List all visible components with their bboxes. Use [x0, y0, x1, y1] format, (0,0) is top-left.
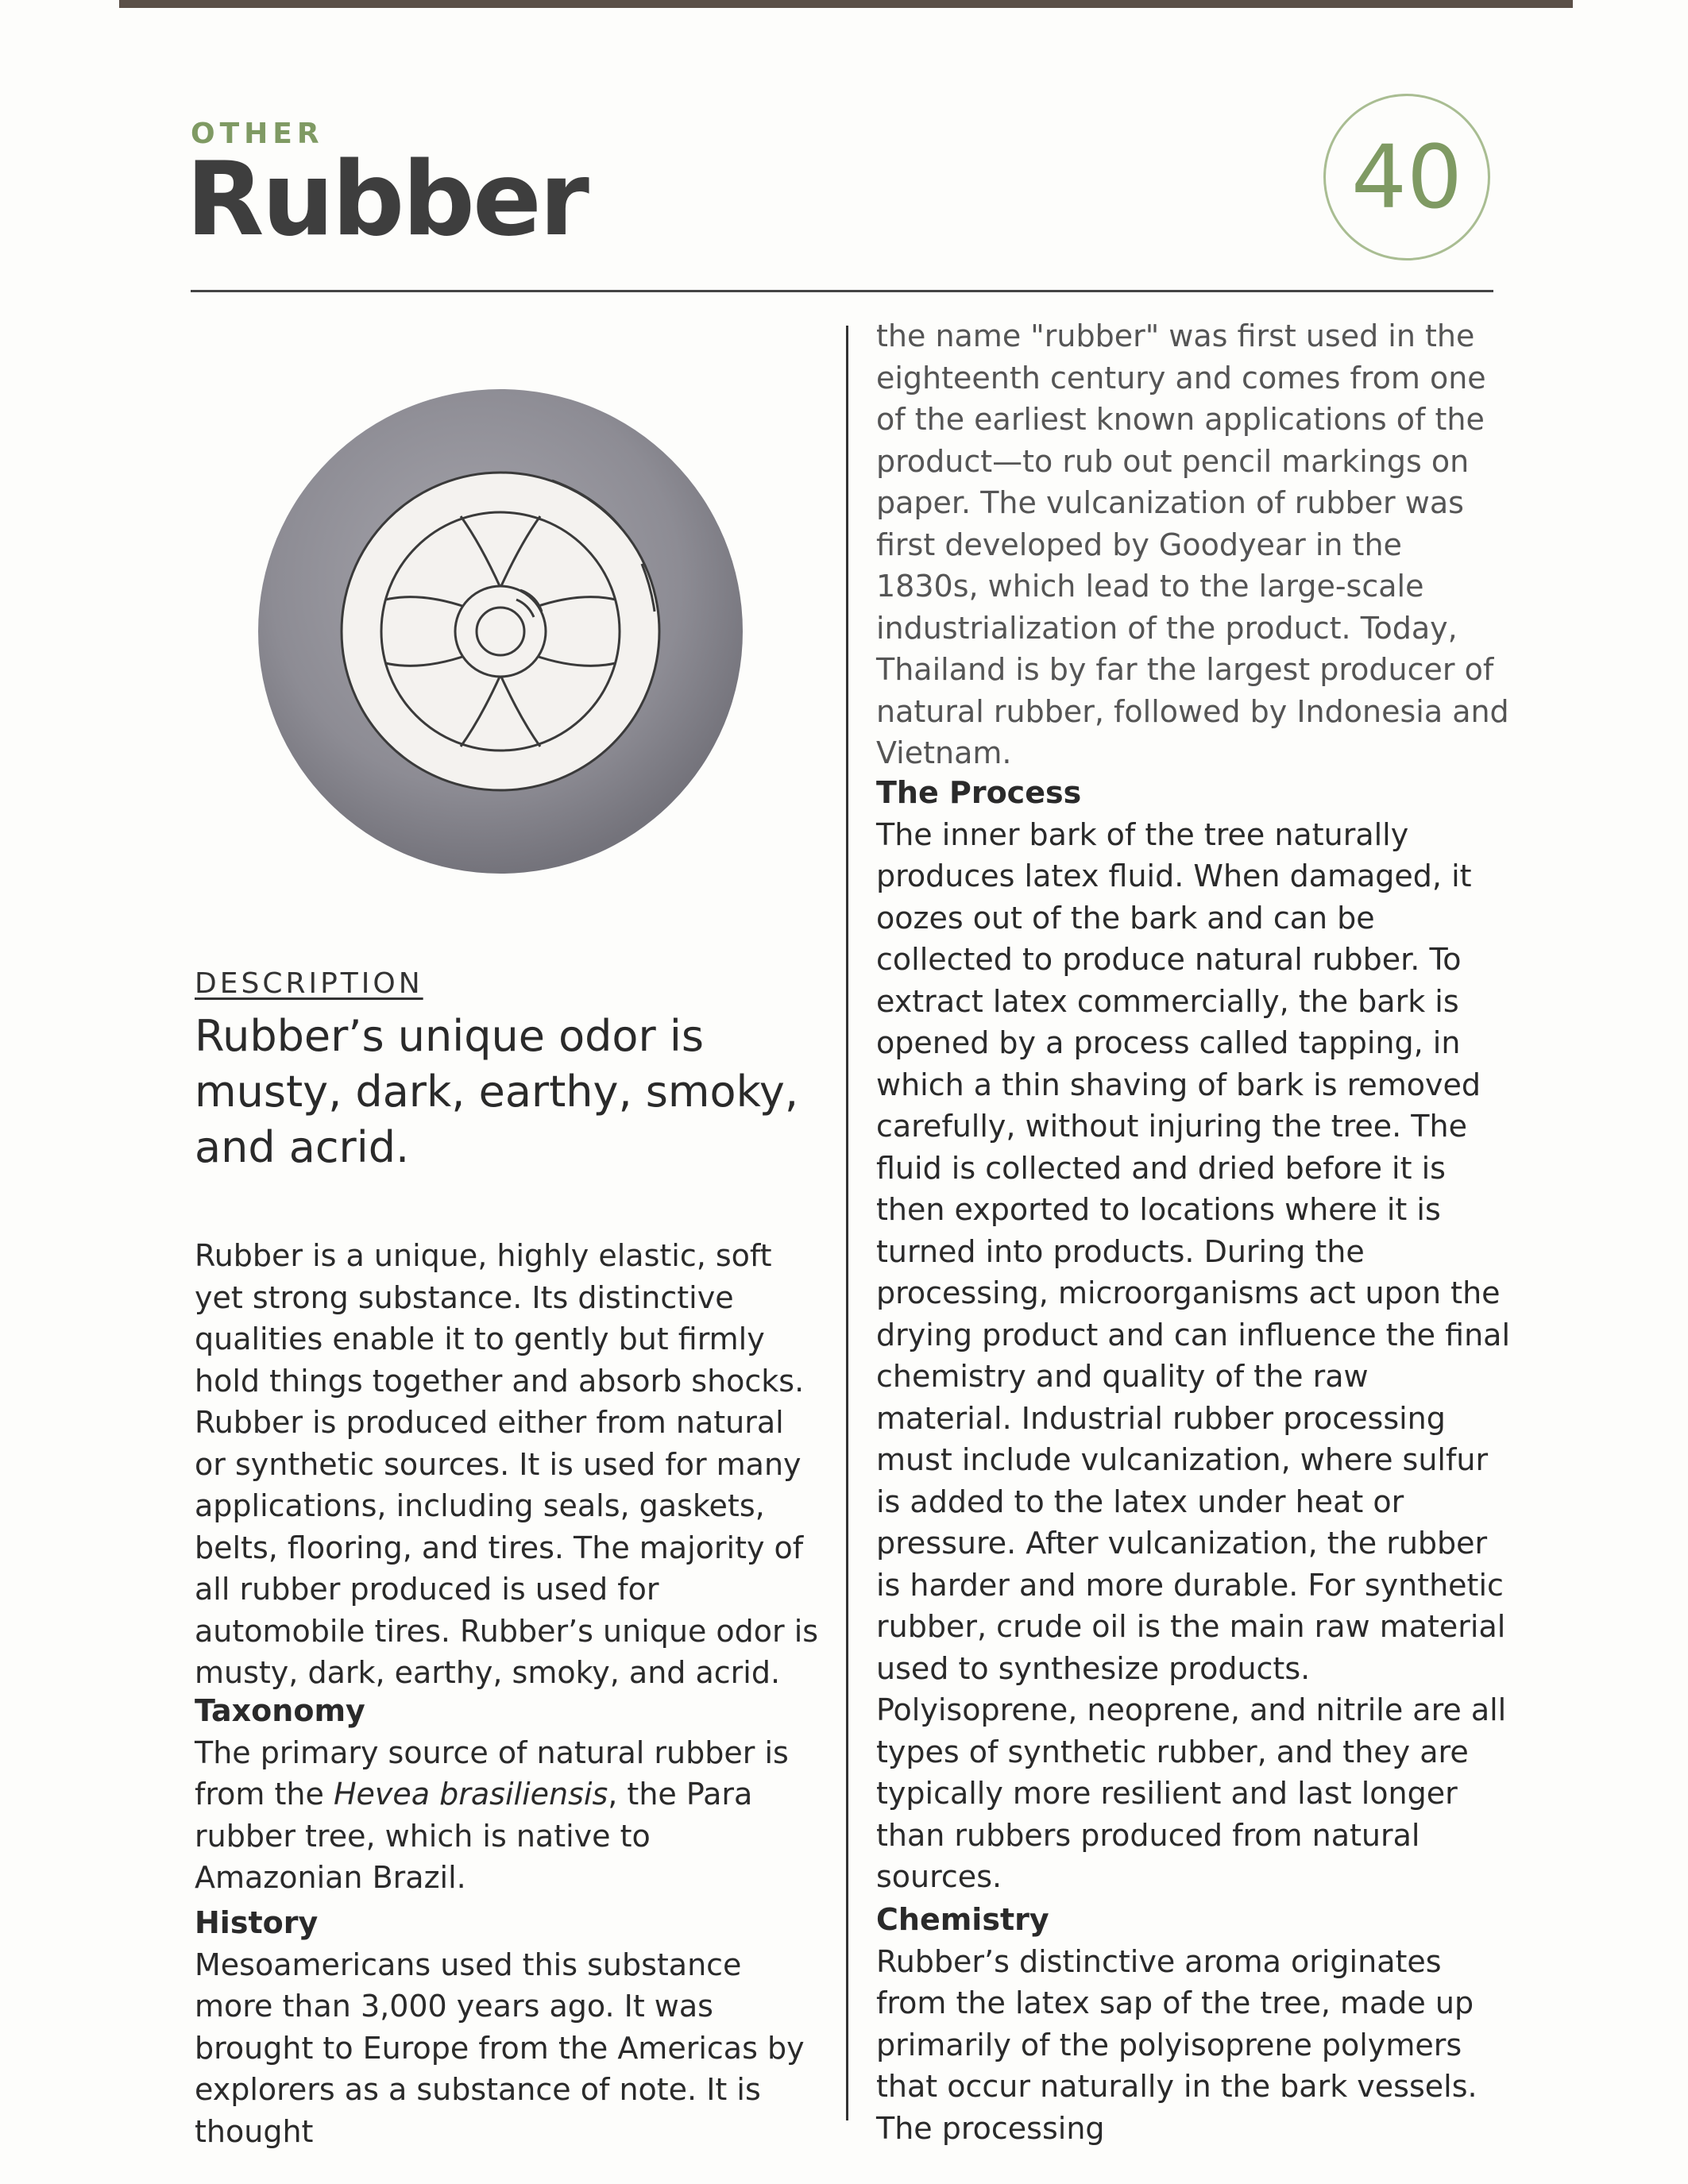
column-divider: [846, 326, 848, 2120]
page-top-edge: [119, 0, 1573, 8]
taxonomy-text: [195, 1732, 822, 1899]
process-text: The inner bark of the tree naturally produces latex fluid. When damaged, it oozes out of the bark and can be collected to produce natural rubber. To extract latex commercially, the bark is opened by a process called tapping, in which a thin shaving of bark is removed carefully, without injuring the tree. The fluid is collected and dried before it is then exported to locations where it is turned into products. During the processing, microorganisms act upon the drying product and can influence the final chemistry and quality of the raw material. Industrial rubber processing must include vulcanization, where sulfur is added to the latex under heat or pressure. After vulcanization, the rubber is harder and more durable. For synthetic rubber, crude oil is the main raw material used to synthesize products. Polyisoprene, neoprene, and nitrile are all types of synthetic rubber, and they are typically more resilient and last longer than rubbers produced from natural sources.: [876, 816, 1510, 1894]
taxonomy-text-before: The primary source of natural rubber is from the: [195, 1734, 789, 1812]
category-label: OTHER: [191, 118, 324, 150]
header-divider: [191, 290, 1493, 292]
description-label: DESCRIPTION: [195, 967, 423, 1000]
process-heading: The Process: [876, 775, 1082, 810]
taxonomy-heading: Taxonomy: [195, 1693, 365, 1728]
entry-number-badge: 40: [1323, 94, 1490, 260]
hub: [455, 586, 546, 677]
chemistry-section: [876, 1899, 1512, 2149]
taxonomy-section: [195, 1690, 822, 1899]
page-title: Rubber: [186, 141, 587, 259]
history-section: [195, 1902, 822, 2152]
history-heading: History: [195, 1905, 319, 1940]
history-text-continued: the name "rubber" was first used in the eighteenth century and comes from one of the earliest known applications of the product—to rub out pencil markings on paper. The vulcanization of rubber was first developed by Goodyear in the 1830s, which lead to the large-scale industrialization of the product. Today, Thailand is by far the largest producer of natural rubber, followed by Indonesia and Vietnam.: [876, 318, 1509, 770]
taxonomy-text-after: , the Para rubber tree, which is native to Amazonian Brazil.: [195, 1777, 753, 1895]
tire-wheel-icon: [254, 385, 747, 878]
chemistry-text: Rubber’s distinctive aroma originates from the latex sap of the tree, made up primarily of the polyisoprene polymers that occur naturally in the bark vessels. The processing: [876, 1943, 1477, 2146]
taxonomy-species: Hevea brasiliensis: [333, 1777, 608, 1812]
process-section: [876, 772, 1512, 1898]
description-quote: Rubber’s unique odor is musty, dark, earthy, smoky, and acrid.: [195, 1011, 799, 1172]
chemistry-heading: Chemistry: [876, 1902, 1049, 1937]
description-body: Rubber is a unique, highly elastic, soft yet strong substance. Its distinctive qualities enable it to gently but firmly hold things together and absorb shocks. Rubber is produced either from natural or synthetic sources. It is used for many applications, including seals, gaskets, belts, flooring, and tires. The majority of all rubber produced is used for automobile tires. Rubber’s unique odor is musty, dark, earthy, smoky, and acrid.: [195, 1238, 819, 1690]
history-text-left: Mesoamericans used this substance more than 3,000 years ago. It was brought to Europe from the Americas by explorers as a substance of note. It is thought: [195, 1947, 805, 2149]
